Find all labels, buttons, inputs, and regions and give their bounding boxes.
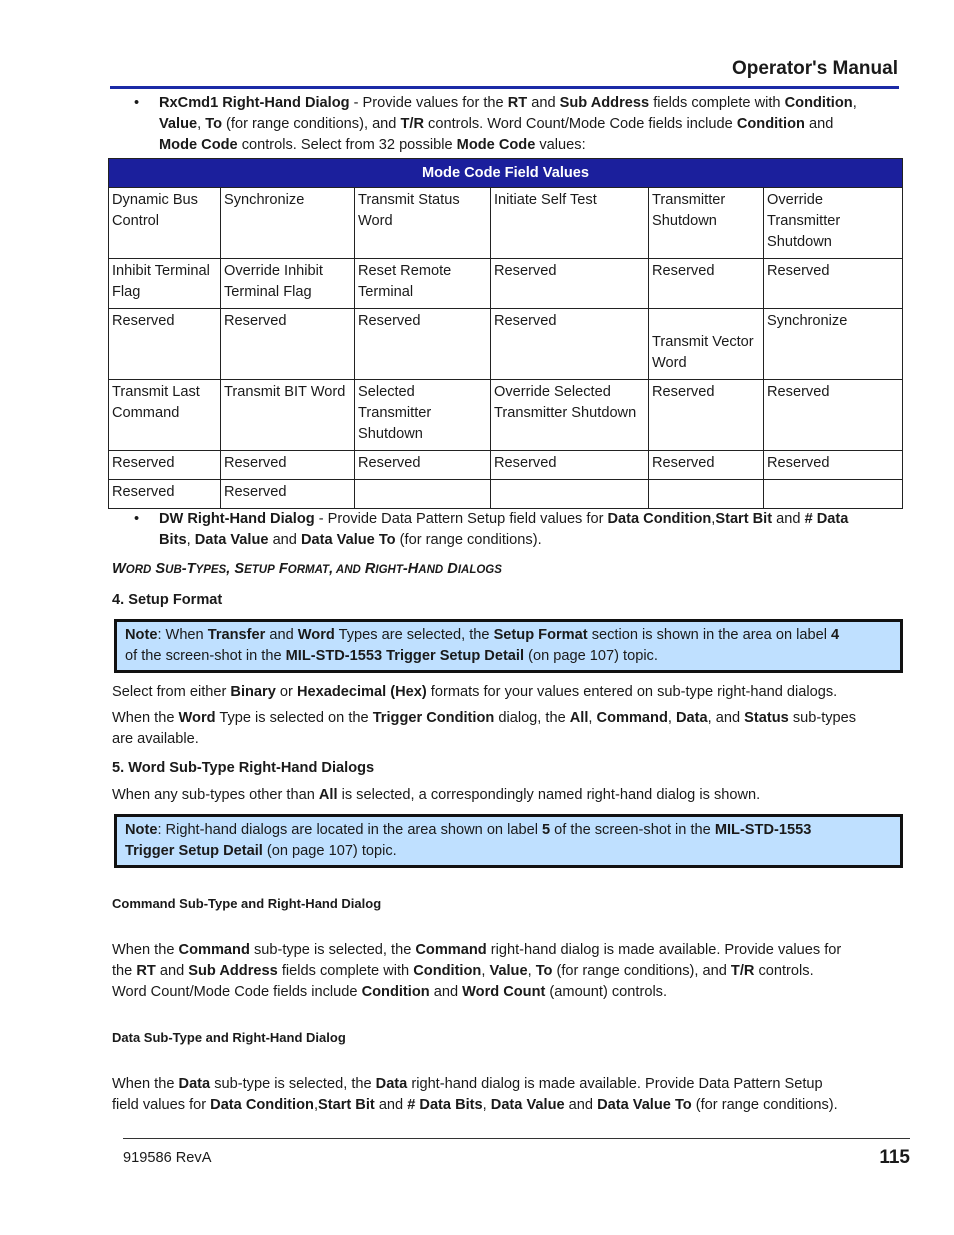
table-row (109, 259, 903, 309)
bullet-dot: • (134, 511, 140, 527)
table-cell: Reserved (649, 259, 764, 309)
table-cell: Reserved (491, 309, 649, 380)
table-cell: Transmit BIT Word (221, 380, 355, 451)
mode-code-table (108, 158, 903, 509)
table-cell: Reserved (109, 480, 221, 509)
table-row (109, 380, 903, 451)
bullet-dot: • (134, 95, 140, 111)
table-cell: Reserved (649, 451, 764, 480)
word-subtype-heading: 5. Word Sub-Type Right-Hand Dialogs (112, 760, 375, 776)
table-cell (764, 480, 903, 509)
command-subtype-heading: Command Sub-Type and Right-Hand Dialog (112, 896, 382, 911)
word-subtype-para: When any sub-types other than All is selected, a correspondingly named right-hand dialog is shown. (112, 787, 761, 803)
page-number: 115 (879, 1147, 910, 1168)
table-cell: Transmit Last Command (109, 380, 221, 451)
table-row (109, 480, 903, 509)
table-cell (649, 480, 764, 509)
table-cell: Reserved (764, 451, 903, 480)
table-cell: Dynamic Bus Control (109, 188, 221, 259)
table-cell: Transmit Vector Word (649, 309, 764, 380)
table-cell: Synchronize (221, 188, 355, 259)
header-rule (110, 86, 899, 89)
section-heading: WORD SUB-TYPES, SETUP FORMAT, AND RIGHT-HAND DIALOGS (112, 561, 502, 577)
table-cell: Transmit Status Word (355, 188, 491, 259)
table-cell: Reserved (491, 451, 649, 480)
table-row (109, 188, 903, 259)
data-subtype-para: When the Data sub-type is selected, the Data right-hand dialog is made available. Provide Data Pattern Setup field values for Data Condition,Start Bit and # Data Bits, Data Value and Data Value To (for range conditions). (112, 1076, 838, 1113)
footer-doc-id: 919586 RevA (123, 1150, 212, 1166)
table-cell: Initiate Self Test (491, 188, 649, 259)
table-cell: Reserved (221, 480, 355, 509)
page-header-title: Operator's Manual (731, 58, 898, 79)
table-row (109, 309, 903, 380)
table-cell: Reserved (109, 309, 221, 380)
table-cell: Override Selected Transmitter Shutdown (491, 380, 649, 451)
table-cell: Reserved (221, 309, 355, 380)
table-cell: Reserved (491, 259, 649, 309)
table-cell: Reserved (764, 380, 903, 451)
command-subtype-para: When the Command sub-type is selected, the Command right-hand dialog is made available. Provide values for the RT and Sub Address fields complete with Condition, Value, To (for range conditions), and T/R controls. Word Count/Mode Code fields include Condition and Word Count (amount) controls. (112, 942, 842, 1000)
table-cell: Override Inhibit Terminal Flag (221, 259, 355, 309)
setup-format-para-2: When the Word Type is selected on the Trigger Condition dialog, the All, Command, Data, and Status sub-types are available. (112, 710, 857, 747)
table-cell: Inhibit Terminal Flag (109, 259, 221, 309)
table-cell: Transmitter Shutdown (649, 188, 764, 259)
mode-code-table-title: Mode Code Field Values (109, 159, 903, 188)
setup-format-heading: 4. Setup Format (112, 592, 223, 608)
footer-rule (123, 1138, 910, 1139)
table-cell: Selected Transmitter Shutdown (355, 380, 491, 451)
table-cell: Reserved (764, 259, 903, 309)
bullet-dw: • DW Right-Hand Dialog - Provide Data Pattern Setup field values for Data Condition,Start Bit and # Data Bits, Data Value and Data Value To (for range conditions). (134, 511, 849, 548)
table-row (109, 451, 903, 480)
table-cell (355, 480, 491, 509)
table-cell: Reserved (355, 309, 491, 380)
bullet-rxcmd1: • RxCmd1 Right-Hand Dialog - Provide values for the RT and Sub Address fields complete with Condition, Value, To (for range conditions), and T/R controls. Word Count/Mode Code fields include Condition and Mode Code controls. Select from 32 possible Mode Code values: (134, 95, 857, 153)
table-cell: Override Transmitter Shutdown (764, 188, 903, 259)
word-subtype-note: Note: Right-hand dialogs are located in the area shown on label 5 of the screen-shot in the MIL-STD-1553 Trigger Setup Detail (on page 107) topic. (114, 814, 903, 868)
table-cell (491, 480, 649, 509)
data-subtype-heading: Data Sub-Type and Right-Hand Dialog (112, 1030, 346, 1045)
table-cell: Reserved (221, 451, 355, 480)
table-cell: Reserved (355, 451, 491, 480)
setup-format-para-1: Select from either Binary or Hexadecimal (Hex) formats for your values entered on sub-type right-hand dialogs. (112, 684, 838, 700)
setup-format-note: Note: When Transfer and Word Types are selected, the Setup Format section is shown in the area on label 4 of the screen-shot in the MIL-STD-1553 Trigger Setup Detail (on page 107) topic. (114, 619, 903, 673)
table-cell: Reserved (649, 380, 764, 451)
table-cell: Synchronize (764, 309, 903, 380)
table-cell: Reset Remote Terminal (355, 259, 491, 309)
table-cell: Reserved (109, 451, 221, 480)
